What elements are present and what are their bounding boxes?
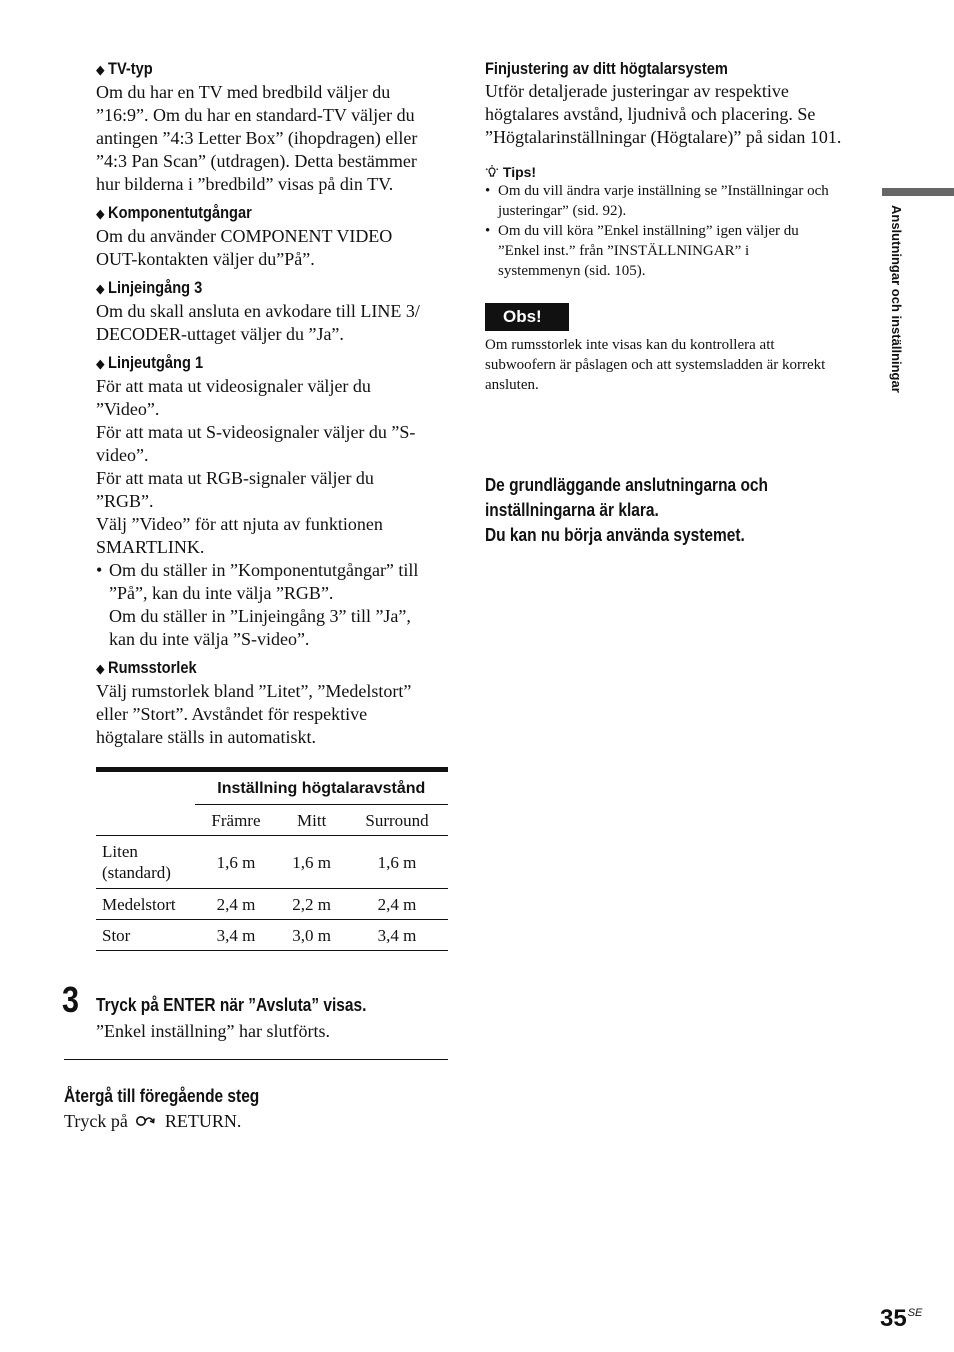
section-heading-linjeutgang-1: ◆ Linjeutgång 1 <box>96 352 399 375</box>
table-cell: 3,0 m <box>292 925 332 945</box>
divider <box>64 1059 448 1060</box>
note-bullet: • Om du ställer in ”Komponentutgångar” till ”På”, kan du inte välja ”RGB”. Om du ställer in ”Linjeingång 3” till ”Ja”, kan du inte välja ”S-video”. <box>96 559 448 651</box>
tips-item: • Om du vill köra ”Enkel inställning” igen väljer du ”Enkel inst.” från ”INSTÄLLNINGAR” i systemmenyn (sid. 105). <box>485 221 870 281</box>
lightbulb-icon <box>485 164 503 180</box>
step-description: ”Enkel inställning” har slutförts. <box>96 1021 330 1041</box>
side-tab-label: Anslutningar och inställningar <box>889 205 904 393</box>
table-group-header: Inställning högtalaravstånd <box>195 770 448 805</box>
section-body-linjeutgang-1: För att mata ut videosignaler väljer du ”Video”. För att mata ut S-videosignaler väljer du ”S- video”. För att mata ut RGB-signaler väljer du ”RGB”. Välj ”Video” för att njuta av funktionen SMARTLINK. • Om du ställer in ”Komponentutgångar” till ”På”, kan du inte välja ”RGB”. Om du ställer in ”Linjeingång 3” till ”Ja”, kan du inte välja ”S-video”. <box>96 375 448 651</box>
section-heading-komponentutgangar: ◆ Komponentutgångar <box>96 202 399 225</box>
section-body-finjustering: Utför detaljerade justeringar av respektive högtalares avstånd, ljudnivå och placering. Se ”Högtalarinställningar (Högtalare)” på sidan 101. <box>485 81 842 147</box>
completion-message: De grundläggande anslutningarna och inställningarna är klara. Du kan nu börja använda systemet. <box>485 475 768 545</box>
table-column-header: Främre <box>211 810 261 830</box>
tips-heading: Tips! <box>485 163 870 181</box>
obs-label: Obs! <box>485 303 569 331</box>
table-cell: 1,6 m <box>292 852 332 872</box>
table-row-label: Medelstort <box>102 894 176 914</box>
table-cell: 3,4 m <box>377 925 417 945</box>
table-cell: 1,6 m <box>216 852 256 872</box>
table-row <box>96 920 448 951</box>
tips-list <box>485 181 870 281</box>
side-tab-bar <box>882 188 954 196</box>
diamond-bullet-icon: ◆ <box>96 356 105 371</box>
back-heading: Återgå till föregående steg <box>64 1086 260 1106</box>
table-corner <box>96 770 195 805</box>
table-cell: 3,4 m <box>216 925 256 945</box>
step-title: Tryck på ENTER när ”Avsluta” visas. <box>96 995 367 1015</box>
table-row-label: Stor <box>102 925 131 945</box>
back-text: Tryck på RETURN. <box>64 1110 241 1135</box>
diamond-bullet-icon: ◆ <box>96 206 105 221</box>
table-cell: 1,6 m <box>377 852 417 872</box>
section-body-rumsstorlek: Välj rumstorlek bland ”Litet”, ”Medelstort” eller ”Stort”. Avståndet för respektive högtalare ställs in automatiskt. <box>96 681 412 747</box>
obs-text: Om rumsstorlek inte visas kan du kontrollera att subwoofern är påslagen och att systemsladden är korrekt ansluten. <box>485 337 826 393</box>
right-column <box>485 58 870 395</box>
table-column-header: Mitt <box>297 810 327 830</box>
table-row-label: Liten (standard) <box>102 842 171 882</box>
table-cell: 2,4 m <box>377 894 417 914</box>
tips-item: • Om du vill ändra varje inställning se ”Inställningar och justeringar” (sid. 92). <box>485 181 870 221</box>
speaker-distance-table <box>96 767 448 951</box>
diamond-bullet-icon: ◆ <box>96 62 105 77</box>
section-heading-rumsstorlek: ◆ Rumsstorlek <box>96 657 399 680</box>
section-heading-tv-typ: ◆ TV-typ <box>96 58 399 81</box>
section-body-komponentutgangar: Om du använder COMPONENT VIDEO OUT-kontakten väljer du”På”. <box>96 226 393 269</box>
table-column-header: Surround <box>365 810 429 830</box>
diamond-bullet-icon: ◆ <box>96 281 105 296</box>
table-row <box>96 889 448 920</box>
section-body-linjeingang-3: Om du skall ansluta en avkodare till LINE 3/ DECODER-uttaget väljer du ”Ja”. <box>96 301 420 344</box>
table-cell: 2,4 m <box>216 894 256 914</box>
step-number: 3 <box>62 979 80 1020</box>
table-cell: 2,2 m <box>292 894 332 914</box>
section-heading-finjustering: Finjustering av ditt högtalarsystem <box>485 59 728 78</box>
diamond-bullet-icon: ◆ <box>96 661 105 676</box>
return-icon <box>135 1112 157 1135</box>
table-row <box>96 836 448 889</box>
section-heading-linjeingang-3: ◆ Linjeingång 3 <box>96 277 399 300</box>
left-column <box>96 58 448 749</box>
page-number: $35^{SE}$ <box>880 1305 923 1332</box>
section-body-tv-typ: Om du har en TV med bredbild väljer du ”16:9”. Om du har en standard-TV väljer du antingen ”4:3 Letter Box” (ihopdragen) eller ”4:3 Pan Scan” (utdragen). Detta bestämmer hur bilderna i ”bredbild” visas på din TV. <box>96 82 418 194</box>
